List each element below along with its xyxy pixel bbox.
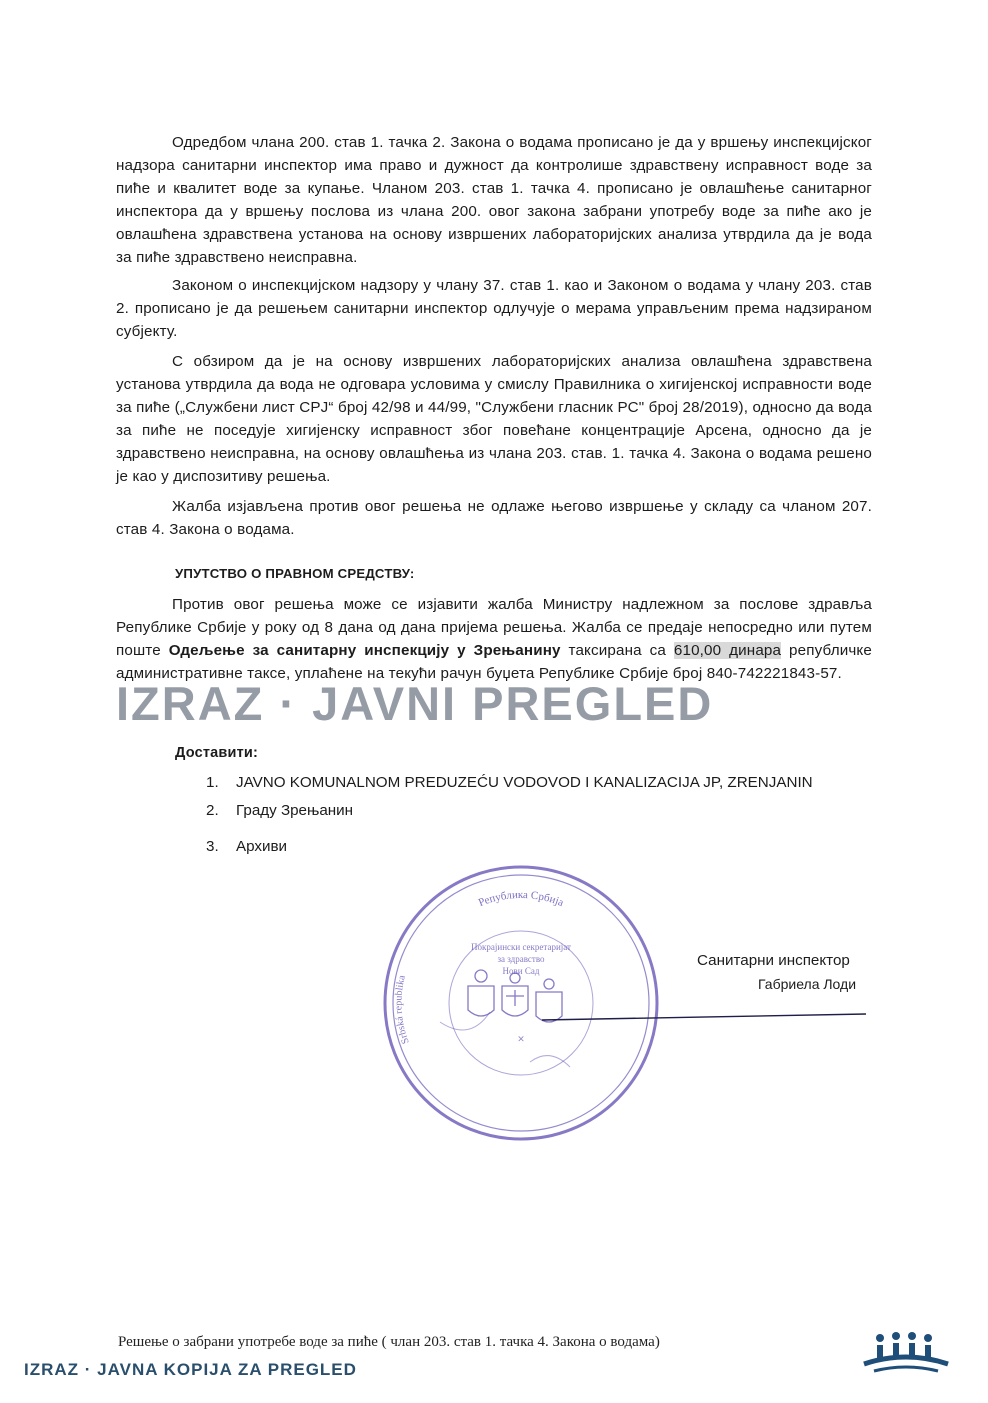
organization-logo-icon <box>860 1330 952 1376</box>
stamp-center-line: Нови Сад <box>502 966 540 976</box>
fee-amount: 610,00 динара <box>673 642 782 659</box>
legal-remedy-heading: УПУТСТВО О ПРАВНОМ СРЕДСТВУ: <box>175 566 415 581</box>
public-copy-badge: IZRAZ · JAVNA KOPIJA ZA PREGLED <box>24 1360 357 1379</box>
stamp-center-line: Покрајински секретаријат <box>471 942 571 952</box>
page-footer: Решење о забрани употребе воде за пиће ( члан 203. став 1. тачка 4. Закона о водама) <box>118 1334 660 1350</box>
signer-name: Габриела Лоди <box>758 976 857 992</box>
svg-text:✕: ✕ <box>517 1034 525 1044</box>
signer-title: Санитарни инспектор <box>697 952 850 969</box>
paragraph-lab-findings: С обзиром да је на основу извршених лабораторијских анализа овлашћена здравствена установа утврдила да вода не одговара условима у смислу Правилника о хигијенској исправности воде за пиће („Службени лист СРЈ“ број 42/98 и 44/99, "Службени гласник РС" број 28/2019), односно да вода за пиће не поседује хигијенску исправност због повећане концентрације Арсена, односно да је здравствено неисправна, на основу овлашћења из члана 203. став. 1. тачка 4. Закона о водама решено је као у диспозитиву решења. <box>116 353 872 485</box>
signature-line <box>540 1008 870 1028</box>
paragraph-appeal-effect: Жалба изјављена против овог решења не одлаже његово извршење у складу са чланом 207. став 4. Закона о водама. <box>116 498 872 538</box>
stamp-outer-text: Република Србија <box>476 888 566 910</box>
department-name: Одељење за санитарну инспекцију у Зрењанину <box>168 642 561 659</box>
list-item: 1. JAVNO KOMUNALNOM PREDUZEĆU VODOVOD I KANALIZACIJA JP, ZRENJANIN <box>206 774 813 791</box>
paragraph-water-law-authority: Одредбом члана 200. став 1. тачка 2. Закона о водама прописано је да у вршењу инспекцијског надзора санитарни инспектор има право и дужност да контролише здравствену исправност воде за пиће и квалитет воде за купање. Чланом 203. став 1. тачка 4. прописано је овлашћење санитарног инспектора да у вршењу послова из члана 200. овог закона забрани употребу воде за пиће ако је овлашћена здравствена установа на основу извршених лабораторијских анализа утврдила да је вода за пиће здравствено неисправна. <box>116 134 872 266</box>
stamp-left-text: Srbská republika <box>393 974 412 1046</box>
watermark-overlay: IZRAZ · JAVNI PREGLED <box>116 677 714 730</box>
paragraph-legal-remedy: Против овог решења може се изјавити жалба Министру надлежном за послове здравља Републике Србије у року од 8 дана од дана пријема решења. Жалба се предаје непосредно или путем поште Одељење за санитарну инспекцију у Зрењанину таксирана са 610,00 динара републичке административне таксе, уплаћене на текући рачун буџета Републике Србије број 840-742221843-57. <box>116 596 872 682</box>
paragraph-inspection-law: Законом о инспекцијском надзору у члану 37. став 1. као и Законом о водама у члану 203. став 2. прописано је да решењем санитарни инспектор одлучује о мерама управљеним према надзираном субјекту. <box>116 277 872 340</box>
stamp-center-line: за здравство <box>497 954 545 964</box>
official-stamp <box>380 862 662 1144</box>
list-item: 2. Граду Зрењанин <box>206 802 354 819</box>
delivery-heading: Доставити: <box>175 745 259 761</box>
list-item: 3. Архиви <box>206 838 288 855</box>
